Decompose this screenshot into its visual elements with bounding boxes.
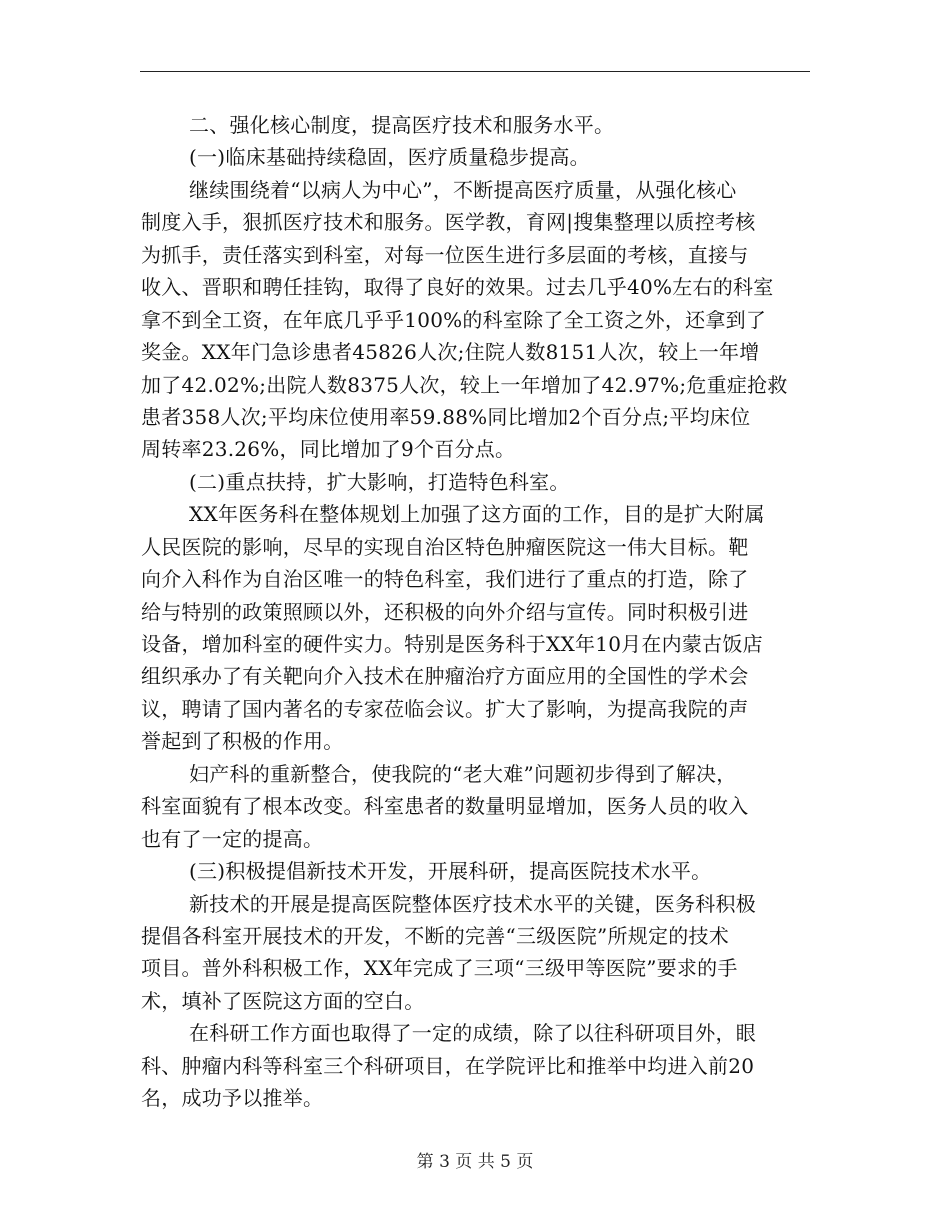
paragraph-line: 科室面貌有了根本改变。科室患者的数量明显增加，医务人员的收入 <box>141 794 749 819</box>
section-heading-2: 二、强化核心制度，提高医疗技术和服务水平。 <box>189 113 615 137</box>
paragraph-line: 周转率23.26%，同比增加了9个百分点。 <box>141 437 516 462</box>
paragraph-line: 继续围绕着“以病人为中心”，不断提高医疗质量，从强化核心 <box>189 177 737 202</box>
paragraph-line: 议，聘请了国内著名的专家莅临会议。扩大了影响，为提高我院的声 <box>141 696 749 721</box>
paragraph-line: 设备，增加科室的硬件实力。特别是医务科于XX年10月在内蒙古饭店 <box>141 632 763 656</box>
paragraph-line: 患者358人次;平均床位使用率59.88%同比增加2个百分点;平均床位 <box>141 404 751 429</box>
document-body <box>141 109 809 1115</box>
paragraph-line: 项目。普外科积极工作，XX年完成了三项“三级甲等医院”要求的手 <box>141 956 738 981</box>
paragraph-line: 术，填补了医院这方面的空白。 <box>141 988 425 1013</box>
paragraph-line: 制度入手，狠抓医疗技术和服务。医学教，育网|搜集整理以质控考核 <box>141 210 756 235</box>
paragraph-line: 组织承办了有关靶向介入技术在肿瘤治疗方面应用的全国性的学术会 <box>141 664 749 689</box>
paragraph-line: 收入、晋职和聘任挂钩，取得了良好的效果。过去几乎40%左右的科室 <box>141 275 774 300</box>
paragraph-line: 人民医院的影响，尽早的实现自治区特色肿瘤医院这一伟大目标。靶 <box>141 534 749 559</box>
page-number-footer: 第 3 页 共 5 页 <box>416 1152 534 1172</box>
paragraph-line: 为抓手，责任落实到科室，对每一位医生进行多层面的考核，直接与 <box>141 242 749 267</box>
paragraph-line: 新技术的开展是提高医院整体医疗技术水平的关键，医务科积极 <box>189 891 756 916</box>
paragraph-line: 向介入科作为自治区唯一的特色科室，我们进行了重点的打造，除了 <box>141 567 749 592</box>
subsection-heading-3: (三)积极提倡新技术开发，开展科研，提高医院技术水平。 <box>189 859 712 884</box>
paragraph-line: XX年医务科在整体规划上加强了这方面的工作，目的是扩大附属 <box>189 502 765 527</box>
paragraph-line: 名，成功予以推举。 <box>141 1086 324 1111</box>
paragraph-line: 奖金。XX年门急诊患者45826人次;住院人数8151人次，较上一年增 <box>141 340 760 365</box>
paragraph-line: 加了42.02%;出院人数8375人次，较上一年增加了42.97%;危重症抢救 <box>141 372 788 397</box>
paragraph-line: 也有了一定的提高。 <box>141 826 324 851</box>
header-rule <box>140 71 810 72</box>
paragraph-line: 给与特别的政策照顾以外，还积极的向外介绍与宣传。同时积极引进 <box>141 599 749 624</box>
subsection-heading-2: (二)重点扶持，扩大影响，打造特色科室。 <box>189 469 570 494</box>
subsection-heading-1: (一)临床基础持续稳固，医疗质量稳步提高。 <box>189 145 590 170</box>
paragraph-line: 妇产科的重新整合，使我院的“老大难”问题初步得到了解决， <box>189 761 737 786</box>
paragraph-line: 拿不到全工资，在年底几乎乎100%的科室除了全工资之外，还拿到了 <box>141 307 767 332</box>
paragraph-line: 在科研工作方面也取得了一定的成绩，除了以往科研项目外，眼 <box>189 1021 756 1046</box>
paragraph-line: 科、肿瘤内科等科室三个科研项目，在学院评比和推举中均进入前20 <box>141 1053 755 1078</box>
paragraph-line: 提倡各科室开展技术的开发，不断的完善“三级医院”所规定的技术 <box>141 923 729 948</box>
paragraph-line: 誉起到了积极的作用。 <box>141 729 344 754</box>
